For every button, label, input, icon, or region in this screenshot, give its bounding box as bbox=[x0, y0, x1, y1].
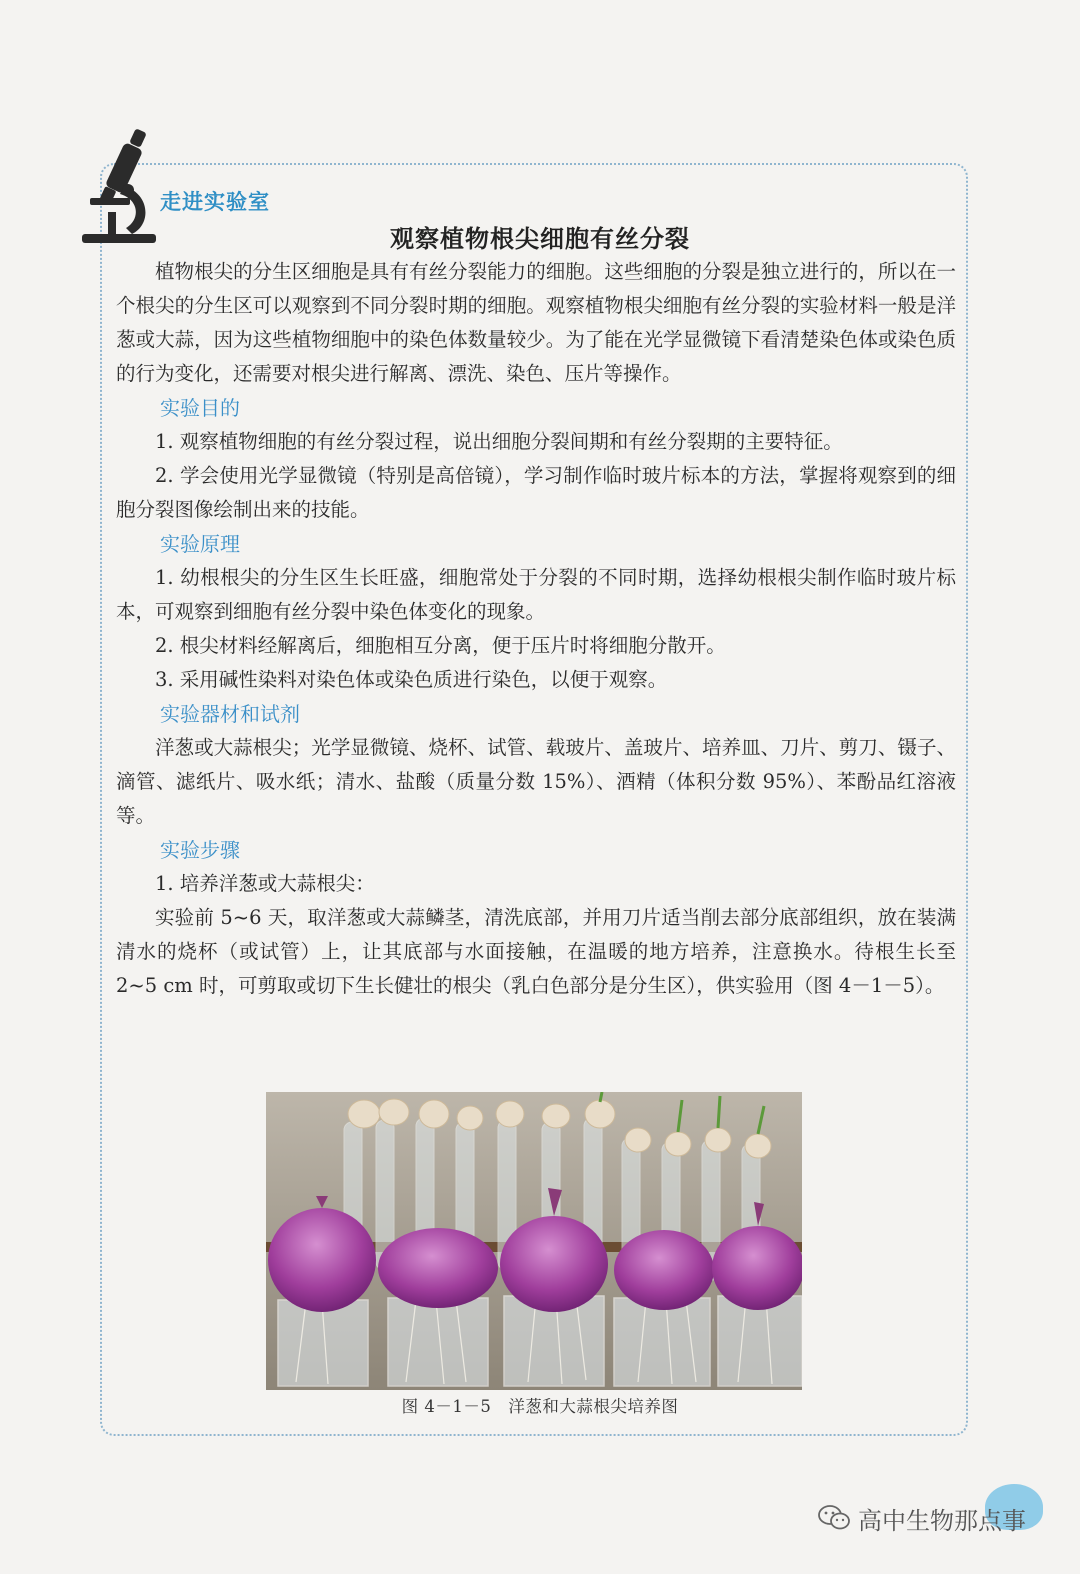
intro-paragraph: 植物根尖的分生区细胞是具有有丝分裂能力的细胞。这些细胞的分裂是独立进行的，所以在一个根尖的分生区可以观察到不同分裂时期的细胞。观察植物根尖细胞有丝分裂的实验材料一般是洋葱或大蒜，因为这些植物细胞中的染色体数量较少。为了能在光学显微镜下看清楚染色体或染色质的行为变化，还需要对根尖进行解离、漂洗、染色、压片等操作。 bbox=[116, 260, 956, 385]
principle-item-2: 2. 根尖材料经解离后，细胞相互分离，便于压片时将细胞分散开。 bbox=[155, 634, 726, 657]
steps-item-1: 1. 培养洋葱或大蒜根尖： bbox=[155, 872, 375, 895]
purpose-item-1: 1. 观察植物细胞的有丝分裂过程，说出细胞分裂间期和有丝分裂期的主要特征。 bbox=[155, 430, 843, 453]
heading-steps: 实验步骤 bbox=[160, 838, 240, 862]
steps-item-2: 实验前 5~6 天，取洋葱或大蒜鳞茎，清洗底部，并用刀片适当削去部分底部组织，放在装满清水的烧杯（或试管）上，让其底部与水面接触，在温暖的地方培养，注意换水。待根生长至 2~5 cm 时，可剪取或切下生长健壮的根尖（乳白色部分是分生区），供实验用（图 4－1－5）。 bbox=[116, 906, 956, 997]
watermark bbox=[818, 1500, 1026, 1536]
heading-materials: 实验器材和试剂 bbox=[160, 702, 300, 726]
wechat-icon bbox=[818, 1504, 850, 1532]
section-label: 走进实验室 bbox=[160, 190, 270, 214]
photo-illustration bbox=[266, 1092, 802, 1390]
heading-purpose: 实验目的 bbox=[160, 396, 240, 420]
body-content bbox=[116, 255, 956, 1003]
purpose-item-2: 2. 学会使用光学显微镜（特别是高倍镜），学习制作临时玻片标本的方法，掌握将观察到的细胞分裂图像绘制出来的技能。 bbox=[116, 464, 956, 521]
onion-garlic-photo bbox=[266, 1092, 802, 1390]
heading-principle: 实验原理 bbox=[160, 532, 240, 556]
principle-item-3: 3. 采用碱性染料对染色体或染色质进行染色，以便于观察。 bbox=[155, 668, 668, 691]
figure-caption: 图 4－1－5 洋葱和大蒜根尖培养图 bbox=[401, 1397, 679, 1416]
principle-item-1: 1. 幼根根尖的分生区生长旺盛，细胞常处于分裂的不同时期，选择幼根根尖制作临时玻片标本，可观察到细胞有丝分裂中染色体变化的现象。 bbox=[116, 566, 956, 623]
watermark-text: 高中生物那点事 bbox=[858, 1506, 1026, 1535]
page-title: 观察植物根尖细胞有丝分裂 bbox=[390, 224, 690, 253]
materials-text: 洋葱或大蒜根尖；光学显微镜、烧杯、试管、载玻片、盖玻片、培养皿、刀片、剪刀、镊子、滴管、滤纸片、吸水纸；清水、盐酸（质量分数 15%）、酒精（体积分数 95%）、苯酚品红溶液等。 bbox=[116, 736, 956, 827]
